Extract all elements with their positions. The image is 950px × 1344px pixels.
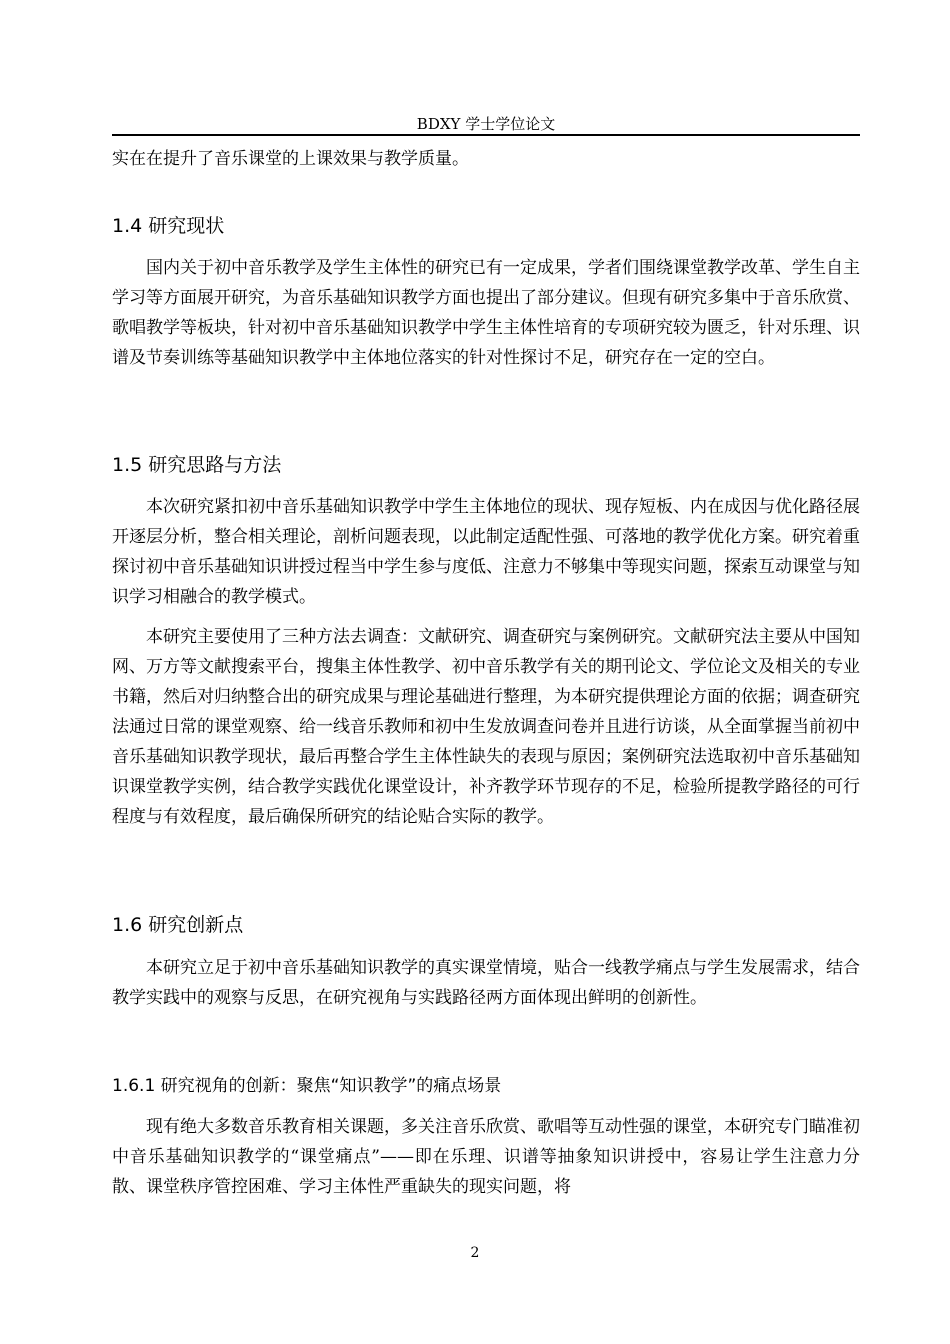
section-1-6-1-paragraph-1: 现有绝大多数音乐教育相关课题，多关注音乐欣赏、歌唱等互动性强的课堂，本研究专门瞄准初中音乐基础知识教学的“课堂痛点”——即在乐理、识谱等抽象知识讲授中，容易让学生注意力分散、课堂秩序管控困难、学习主体性严重缺失的现实问题，将 [112,1117,860,1197]
section-heading-1-6: 1.6 研究创新点 [112,914,244,936]
section-heading-1-4: 1.4 研究现状 [112,215,225,237]
running-header: BDXY 学士学位论文 [416,115,556,133]
page-number: 2 [470,1245,480,1261]
section-heading-1-6-1: 1.6.1 研究视角的创新：聚焦“知识教学”的痛点场景 [112,1076,502,1096]
section-heading-1-5: 1.5 研究思路与方法 [112,454,282,476]
section-1-5-paragraph-2: 本研究主要使用了三种方法去调查：文献研究、调查研究与案例研究。文献研究法主要从中国知网、万方等文献搜索平台，搜集主体性教学、初中音乐教学有关的期刊论文、学位论文及相关的专业书籍，然后对归纳整合出的研究成果与理论基础进行整理，为本研究提供理论方面的依据；调查研究法通过日常的课堂观察、给一线音乐教师和初中生发放调查问卷并且进行访谈，从全面掌握当前初中音乐基础知识教学现状，最后再整合学生主体性缺失的表现与原因；案例研究法选取初中音乐基础知识课堂教学实例，结合教学实践优化课堂设计，补齐教学环节现存的不足，检验所提教学路径的可行程度与有效程度，最后确保所研究的结论贴合实际的教学。 [112,627,860,827]
header-rule [112,134,860,136]
section-1-4-paragraph-1: 国内关于初中音乐教学及学生主体性的研究已有一定成果，学者们围绕课堂教学改革、学生自主学习等方面展开研究，为音乐基础知识教学方面也提出了部分建议。但现有研究多集中于音乐欣赏、歌唱教学等板块，针对初中音乐基础知识教学中学生主体性培育的专项研究较为匮乏，针对乐理、识谱及节奏训练等基础知识教学中主体地位落实的针对性探讨不足，研究存在一定的空白。 [112,258,860,368]
section-1-5-paragraph-1: 本次研究紧扣初中音乐基础知识教学中学生主体地位的现状、现存短板、内在成因与优化路径展开逐层分析，整合相关理论，剖析问题表现，以此制定适配性强、可落地的教学优化方案。研究着重探讨初中音乐基础知识讲授过程当中学生参与度低、注意力不够集中等现实问题，探索互动课堂与知识学习相融合的教学模式。 [112,497,860,607]
section-1-6-paragraph-1: 本研究立足于初中音乐基础知识教学的真实课堂情境，贴合一线教学痛点与学生发展需求，结合教学实践中的观察与反思，在研究视角与实践路径两方面体现出鲜明的创新性。 [112,958,860,1008]
continued-paragraph: 实在在提升了音乐课堂的上课效果与教学质量。 [112,149,469,169]
